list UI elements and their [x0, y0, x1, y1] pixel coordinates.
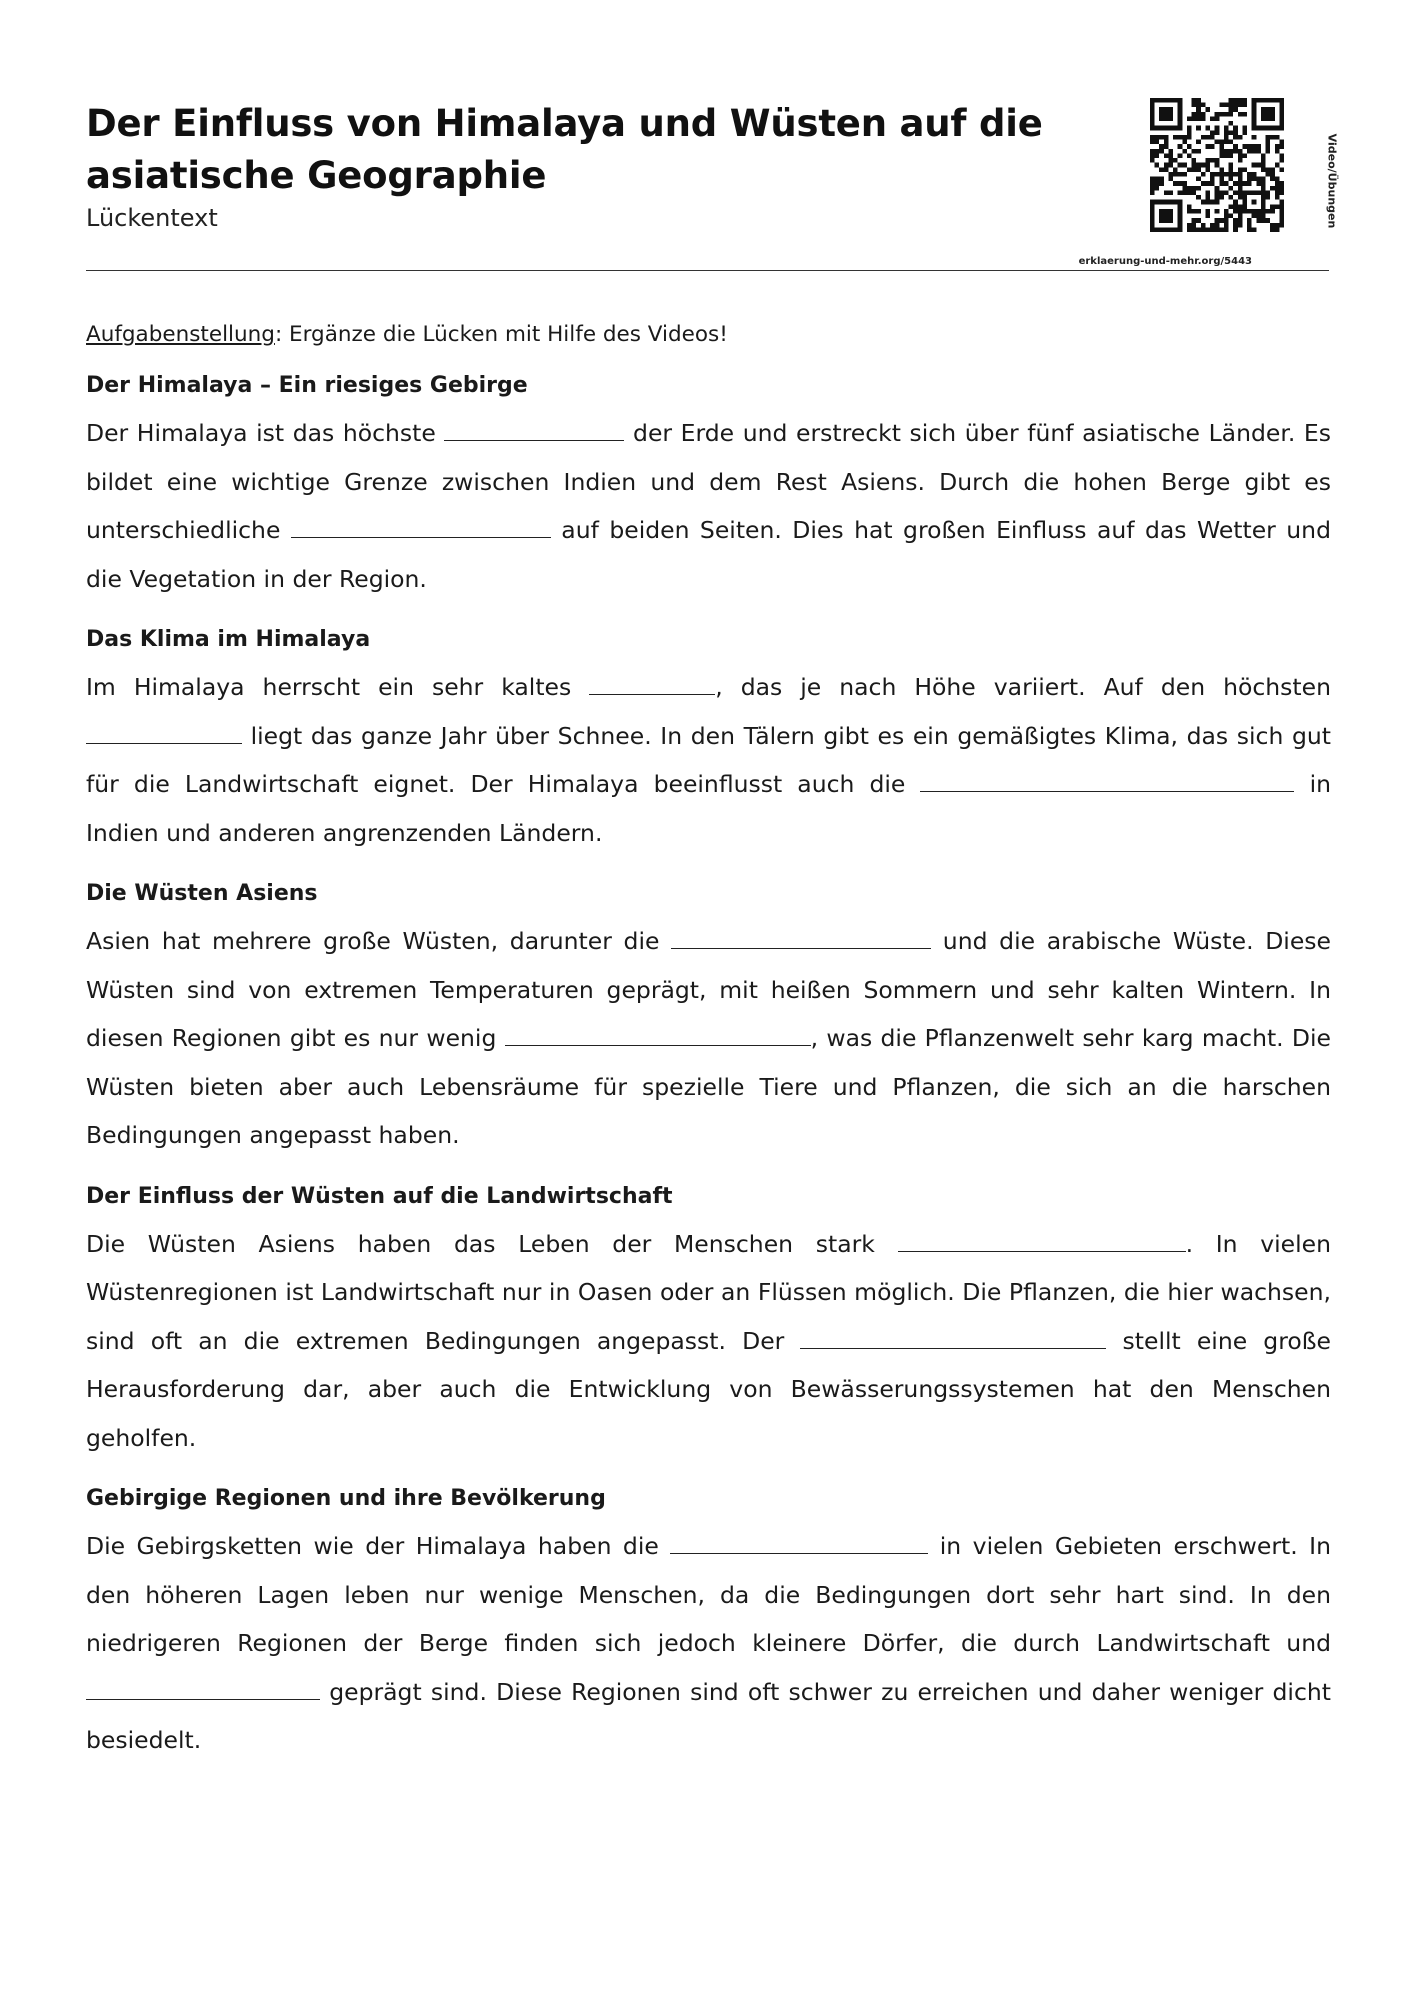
blank-field[interactable]	[671, 930, 931, 949]
section-text: Der Himalaya ist das höchste der Erde und erstreckt sich über fünf asiatische Länder. Es bildet eine wichtige Grenze zwischen Indien und dem Rest Asiens. Durch die hohen Berge gibt es unterschiedliche auf beiden Seiten. Dies hat großen Einfluss auf das Wetter und die Vegetation in der Region.	[86, 419, 1331, 593]
task-text: : Ergänze die Lücken mit Hilfe des Videos!	[274, 322, 728, 347]
section-title: Die Wüsten Asiens	[86, 881, 318, 906]
blank-field[interactable]	[291, 519, 551, 538]
website-url[interactable]: erklaerung-und-mehr.org/5443	[1078, 256, 1252, 267]
section-wuesten-landwirtschaft	[86, 1180, 1331, 1463]
worksheet-header	[86, 98, 1339, 272]
blank-field[interactable]	[800, 1330, 1106, 1349]
task-label: Aufgabenstellung	[86, 322, 275, 347]
worksheet-content	[86, 322, 1331, 1785]
section-title: Der Himalaya – Ein riesiges Gebirge	[86, 373, 528, 398]
section-gebirgige-regionen	[86, 1482, 1331, 1765]
section-title: Das Klima im Himalaya	[86, 627, 371, 652]
page-title: Der Einfluss von Himalaya und Wüsten auf die asiatische Geographie	[86, 102, 1043, 197]
header-divider	[86, 270, 1329, 271]
section-title: Der Einfluss der Wüsten auf die Landwirtschaft	[86, 1183, 673, 1209]
section-wuesten-asiens	[86, 877, 1331, 1160]
section-text: Im Himalaya herrscht ein sehr kaltes , das je nach Höhe variiert. Auf den höchsten liegt das ganze Jahr über Schnee. In den Tälern gibt es ein gemäßigtes Klima, das sich gut für die Landwirtschaft eignet. Der Himalaya beeinflusst auch die in Indien und anderen angrenzenden Ländern.	[86, 673, 1331, 847]
blank-field[interactable]	[505, 1027, 811, 1046]
blank-field[interactable]	[898, 1233, 1186, 1252]
task-instruction	[86, 322, 1331, 347]
blank-field[interactable]	[920, 773, 1294, 792]
section-himalaya-gebirge	[86, 369, 1331, 603]
section-text: Die Gebirgsketten wie der Himalaya haben die in vielen Gebieten erschwert. In den höheren Lagen leben nur wenige Menschen, da die Bedingungen dort sehr hart sind. In den niedrigeren Regionen der Berge finden sich jedoch kleinere Dörfer, die durch Landwirtschaft und geprägt sind. Diese Regionen sind oft schwer zu erreichen und daher weniger dicht besiedelt.	[86, 1532, 1331, 1754]
section-text: Die Wüsten Asiens haben das Leben der Menschen stark . In vielen Wüstenregionen ist Landwirtschaft nur in Oasen oder an Flüssen möglich. Die Pflanzen, die hier wachsen, sind oft an die extremen Bedingungen angepasst. Der stellt eine große Herausforderung dar, aber auch die Entwicklung von Bewässerungssystemen hat den Menschen geholfen.	[86, 1229, 1332, 1452]
blank-field[interactable]	[670, 1535, 928, 1554]
section-title: Gebirgige Regionen und ihre Bevölkerung	[86, 1486, 606, 1511]
page-subtitle: Lückentext	[86, 204, 218, 232]
blank-field[interactable]	[86, 725, 242, 744]
video-exercises-label: Video/Übungen	[1325, 133, 1339, 229]
blank-field[interactable]	[86, 1681, 320, 1700]
section-klima-himalaya	[86, 623, 1331, 857]
blank-field[interactable]	[444, 422, 624, 441]
blank-field[interactable]	[589, 676, 715, 695]
qr-code-icon[interactable]	[1150, 98, 1284, 232]
section-text: Asien hat mehrere große Wüsten, darunter die und die arabische Wüste. Diese Wüsten sind von extremen Temperaturen geprägt, mit heißen Sommern und sehr kalten Wintern. In diesen Regionen gibt es nur wenig , was die Pflanzenwelt sehr karg macht. Die Wüsten bieten aber auch Lebensräume für spezielle Tiere und Pflanzen, die sich an die harschen Bedingungen angepasst haben.	[86, 927, 1331, 1149]
